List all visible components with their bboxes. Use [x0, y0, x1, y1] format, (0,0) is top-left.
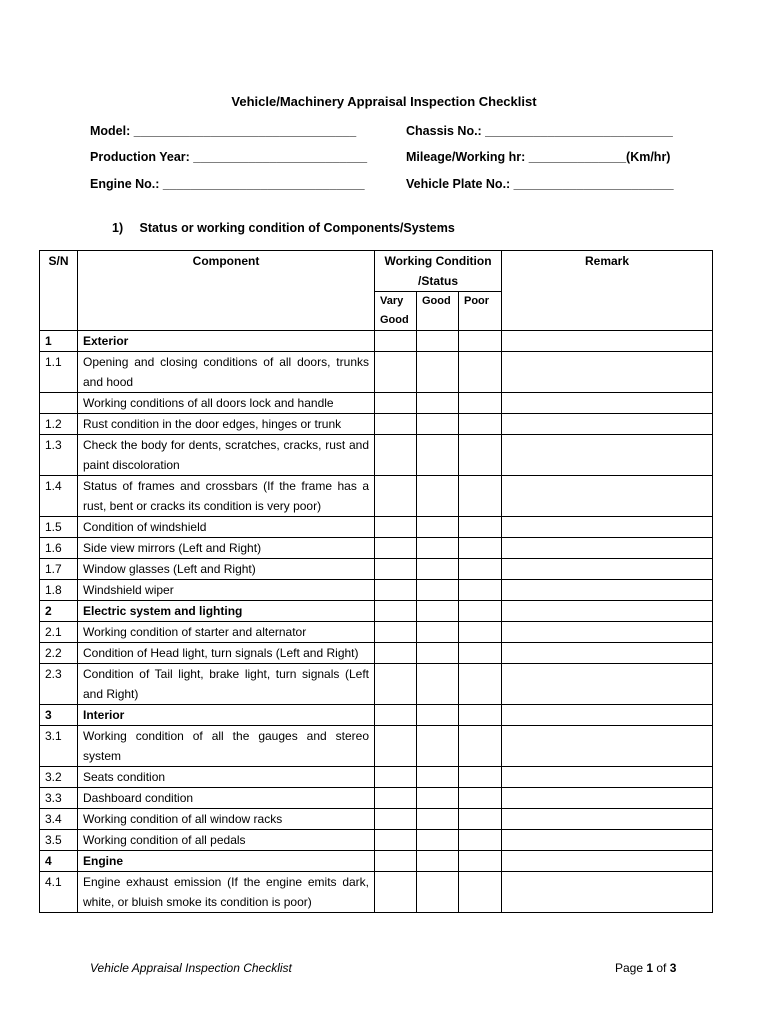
- good-cell[interactable]: [417, 830, 459, 851]
- remark-cell[interactable]: [502, 538, 713, 559]
- remark-cell[interactable]: [502, 622, 713, 643]
- table-row: [40, 788, 713, 809]
- poor-cell[interactable]: [459, 809, 502, 830]
- row-sn: 2.2: [40, 643, 78, 664]
- very-good-cell[interactable]: [375, 767, 417, 788]
- good-cell[interactable]: [417, 476, 459, 517]
- remark-cell[interactable]: [502, 851, 713, 872]
- remark-cell[interactable]: [502, 559, 713, 580]
- remark-cell[interactable]: [502, 393, 713, 414]
- footer-page-number: [615, 961, 676, 975]
- row-component: Opening and closing conditions of all doors, trunks and hood: [78, 352, 375, 393]
- row-component: Working condition of all pedals: [78, 830, 375, 851]
- poor-cell[interactable]: [459, 538, 502, 559]
- page-of: of: [653, 961, 670, 975]
- table-row: [40, 622, 713, 643]
- mileage-field: Mileage/Working hr: ______________(Km/hr): [406, 150, 671, 164]
- remark-cell[interactable]: [502, 767, 713, 788]
- poor-cell[interactable]: [459, 664, 502, 705]
- remark-cell[interactable]: [502, 809, 713, 830]
- good-cell[interactable]: [417, 767, 459, 788]
- poor-cell[interactable]: [459, 517, 502, 538]
- section-title: Status or working condition of Components/Systems: [139, 221, 455, 235]
- category-row: [40, 331, 713, 352]
- chassis-field: Chassis No.: ___________________________: [406, 124, 673, 138]
- table-row: [40, 664, 713, 705]
- row-sn: 1.4: [40, 476, 78, 517]
- checklist-table: [39, 250, 713, 913]
- row-component: Engine: [78, 851, 375, 872]
- row-component: Electric system and lighting: [78, 601, 375, 622]
- category-row: [40, 851, 713, 872]
- footer-document-name: Vehicle Appraisal Inspection Checklist: [90, 961, 292, 975]
- row-sn: 3.3: [40, 788, 78, 809]
- poor-cell[interactable]: [459, 435, 502, 476]
- remark-cell[interactable]: [502, 726, 713, 767]
- remark-cell[interactable]: [502, 601, 713, 622]
- category-row: [40, 705, 713, 726]
- poor-cell[interactable]: [459, 643, 502, 664]
- poor-cell[interactable]: [459, 476, 502, 517]
- row-component: Check the body for dents, scratches, cracks, rust and paint discoloration: [78, 435, 375, 476]
- remark-cell[interactable]: [502, 664, 713, 705]
- very-good-cell[interactable]: [375, 809, 417, 830]
- good-cell[interactable]: [417, 726, 459, 767]
- very-good-cell[interactable]: [375, 788, 417, 809]
- section-number: 1): [112, 221, 124, 235]
- very-good-cell[interactable]: [375, 622, 417, 643]
- table-row: [40, 726, 713, 767]
- good-cell[interactable]: [417, 559, 459, 580]
- row-sn: 4.1: [40, 872, 78, 913]
- poor-cell[interactable]: [459, 726, 502, 767]
- very-good-cell[interactable]: [375, 726, 417, 767]
- good-cell[interactable]: [417, 809, 459, 830]
- row-component: Working condition of all window racks: [78, 809, 375, 830]
- row-component: Status of frames and crossbars (If the frame has a rust, bent or cracks its condition is very poor): [78, 476, 375, 517]
- row-sn: 3.2: [40, 767, 78, 788]
- very-good-cell[interactable]: [375, 517, 417, 538]
- table-row: [40, 435, 713, 476]
- row-component: Condition of Head light, turn signals (Left and Right): [78, 643, 375, 664]
- good-cell[interactable]: [417, 601, 459, 622]
- good-cell[interactable]: [417, 414, 459, 435]
- very-good-cell[interactable]: [375, 830, 417, 851]
- remark-cell[interactable]: [502, 414, 713, 435]
- model-field: Model: ________________________________: [90, 124, 357, 138]
- row-sn: 1.3: [40, 435, 78, 476]
- good-cell[interactable]: [417, 643, 459, 664]
- row-sn: 3.1: [40, 726, 78, 767]
- table-row: [40, 559, 713, 580]
- good-cell[interactable]: [417, 538, 459, 559]
- header-component: Component: [78, 251, 375, 331]
- table-row: [40, 643, 713, 664]
- very-good-cell[interactable]: [375, 705, 417, 726]
- poor-cell[interactable]: [459, 580, 502, 601]
- poor-cell[interactable]: [459, 872, 502, 913]
- very-good-cell[interactable]: [375, 664, 417, 705]
- good-cell[interactable]: [417, 851, 459, 872]
- remark-cell[interactable]: [502, 580, 713, 601]
- header-sn: S/N: [40, 251, 78, 331]
- page-current: 1: [646, 961, 654, 975]
- row-component: Condition of Tail light, brake light, turn signals (Left and Right): [78, 664, 375, 705]
- good-cell[interactable]: [417, 622, 459, 643]
- production-year-field: Production Year: _________________________: [90, 150, 368, 164]
- very-good-cell[interactable]: [375, 580, 417, 601]
- row-sn: 3.5: [40, 830, 78, 851]
- very-good-cell[interactable]: [375, 601, 417, 622]
- very-good-cell[interactable]: [375, 559, 417, 580]
- remark-cell[interactable]: [502, 352, 713, 393]
- very-good-cell[interactable]: [375, 872, 417, 913]
- good-cell[interactable]: [417, 872, 459, 913]
- row-sn: [40, 393, 78, 414]
- row-component: Working condition of starter and alternator: [78, 622, 375, 643]
- row-sn: 3: [40, 705, 78, 726]
- poor-cell[interactable]: [459, 393, 502, 414]
- row-component: Interior: [78, 705, 375, 726]
- good-cell[interactable]: [417, 517, 459, 538]
- poor-cell[interactable]: [459, 830, 502, 851]
- very-good-cell[interactable]: [375, 538, 417, 559]
- good-cell[interactable]: [417, 393, 459, 414]
- row-component: Seats condition: [78, 767, 375, 788]
- header-good: Good: [417, 292, 459, 331]
- row-sn: 1: [40, 331, 78, 352]
- row-sn: 1.1: [40, 352, 78, 393]
- row-component: Window glasses (Left and Right): [78, 559, 375, 580]
- table-row: [40, 517, 713, 538]
- good-cell[interactable]: [417, 352, 459, 393]
- poor-cell[interactable]: [459, 622, 502, 643]
- remark-cell[interactable]: [502, 830, 713, 851]
- row-sn: 3.4: [40, 809, 78, 830]
- good-cell[interactable]: [417, 705, 459, 726]
- row-component: Rust condition in the door edges, hinges or trunk: [78, 414, 375, 435]
- row-sn: 1.2: [40, 414, 78, 435]
- remark-cell[interactable]: [502, 705, 713, 726]
- poor-cell[interactable]: [459, 414, 502, 435]
- category-row: [40, 601, 713, 622]
- document-title: Vehicle/Machinery Appraisal Inspection Checklist: [231, 94, 537, 109]
- header-poor: Poor: [459, 292, 502, 331]
- poor-cell[interactable]: [459, 352, 502, 393]
- remark-cell[interactable]: [502, 435, 713, 476]
- table-row: [40, 352, 713, 393]
- poor-cell[interactable]: [459, 705, 502, 726]
- table-row: [40, 414, 713, 435]
- row-sn: 1.6: [40, 538, 78, 559]
- row-component: Working conditions of all doors lock and handle: [78, 393, 375, 414]
- very-good-cell[interactable]: [375, 435, 417, 476]
- row-sn: 2.1: [40, 622, 78, 643]
- row-component: Dashboard condition: [78, 788, 375, 809]
- very-good-cell[interactable]: [375, 414, 417, 435]
- very-good-cell[interactable]: [375, 851, 417, 872]
- page-total: 3: [669, 961, 677, 975]
- very-good-cell[interactable]: [375, 393, 417, 414]
- very-good-cell[interactable]: [375, 643, 417, 664]
- page-prefix: Page: [615, 961, 647, 975]
- poor-cell[interactable]: [459, 331, 502, 352]
- very-good-cell[interactable]: [375, 352, 417, 393]
- remark-cell[interactable]: [502, 643, 713, 664]
- remark-cell[interactable]: [502, 872, 713, 913]
- row-sn: 1.8: [40, 580, 78, 601]
- row-sn: 1.5: [40, 517, 78, 538]
- good-cell[interactable]: [417, 435, 459, 476]
- poor-cell[interactable]: [459, 767, 502, 788]
- header-working-condition: Working Condition /Status: [375, 251, 502, 292]
- section-heading: [112, 221, 455, 235]
- row-component: Working condition of all the gauges and stereo system: [78, 726, 375, 767]
- poor-cell[interactable]: [459, 851, 502, 872]
- good-cell[interactable]: [417, 331, 459, 352]
- row-sn: 4: [40, 851, 78, 872]
- table-row: [40, 580, 713, 601]
- table-row: [40, 393, 713, 414]
- remark-cell[interactable]: [502, 331, 713, 352]
- header-very-good: Vary Good: [375, 292, 417, 331]
- row-component: Condition of windshield: [78, 517, 375, 538]
- row-sn: 1.7: [40, 559, 78, 580]
- poor-cell[interactable]: [459, 788, 502, 809]
- very-good-cell[interactable]: [375, 476, 417, 517]
- remark-cell[interactable]: [502, 476, 713, 517]
- table-row: [40, 538, 713, 559]
- header-remark: Remark: [502, 251, 713, 331]
- table-row: [40, 872, 713, 913]
- row-component: Side view mirrors (Left and Right): [78, 538, 375, 559]
- poor-cell[interactable]: [459, 559, 502, 580]
- engine-no-field: Engine No.: _____________________________: [90, 177, 365, 191]
- poor-cell[interactable]: [459, 601, 502, 622]
- very-good-cell[interactable]: [375, 331, 417, 352]
- table-row: [40, 767, 713, 788]
- row-component: Engine exhaust emission (If the engine emits dark, white, or bluish smoke its condition is poor): [78, 872, 375, 913]
- row-component: Windshield wiper: [78, 580, 375, 601]
- table-row: [40, 830, 713, 851]
- remark-cell[interactable]: [502, 788, 713, 809]
- row-component: Exterior: [78, 331, 375, 352]
- good-cell[interactable]: [417, 664, 459, 705]
- row-sn: 2: [40, 601, 78, 622]
- good-cell[interactable]: [417, 788, 459, 809]
- good-cell[interactable]: [417, 580, 459, 601]
- row-sn: 2.3: [40, 664, 78, 705]
- remark-cell[interactable]: [502, 517, 713, 538]
- plate-no-field: Vehicle Plate No.: _______________________: [406, 177, 674, 191]
- table-row: [40, 476, 713, 517]
- table-row: [40, 809, 713, 830]
